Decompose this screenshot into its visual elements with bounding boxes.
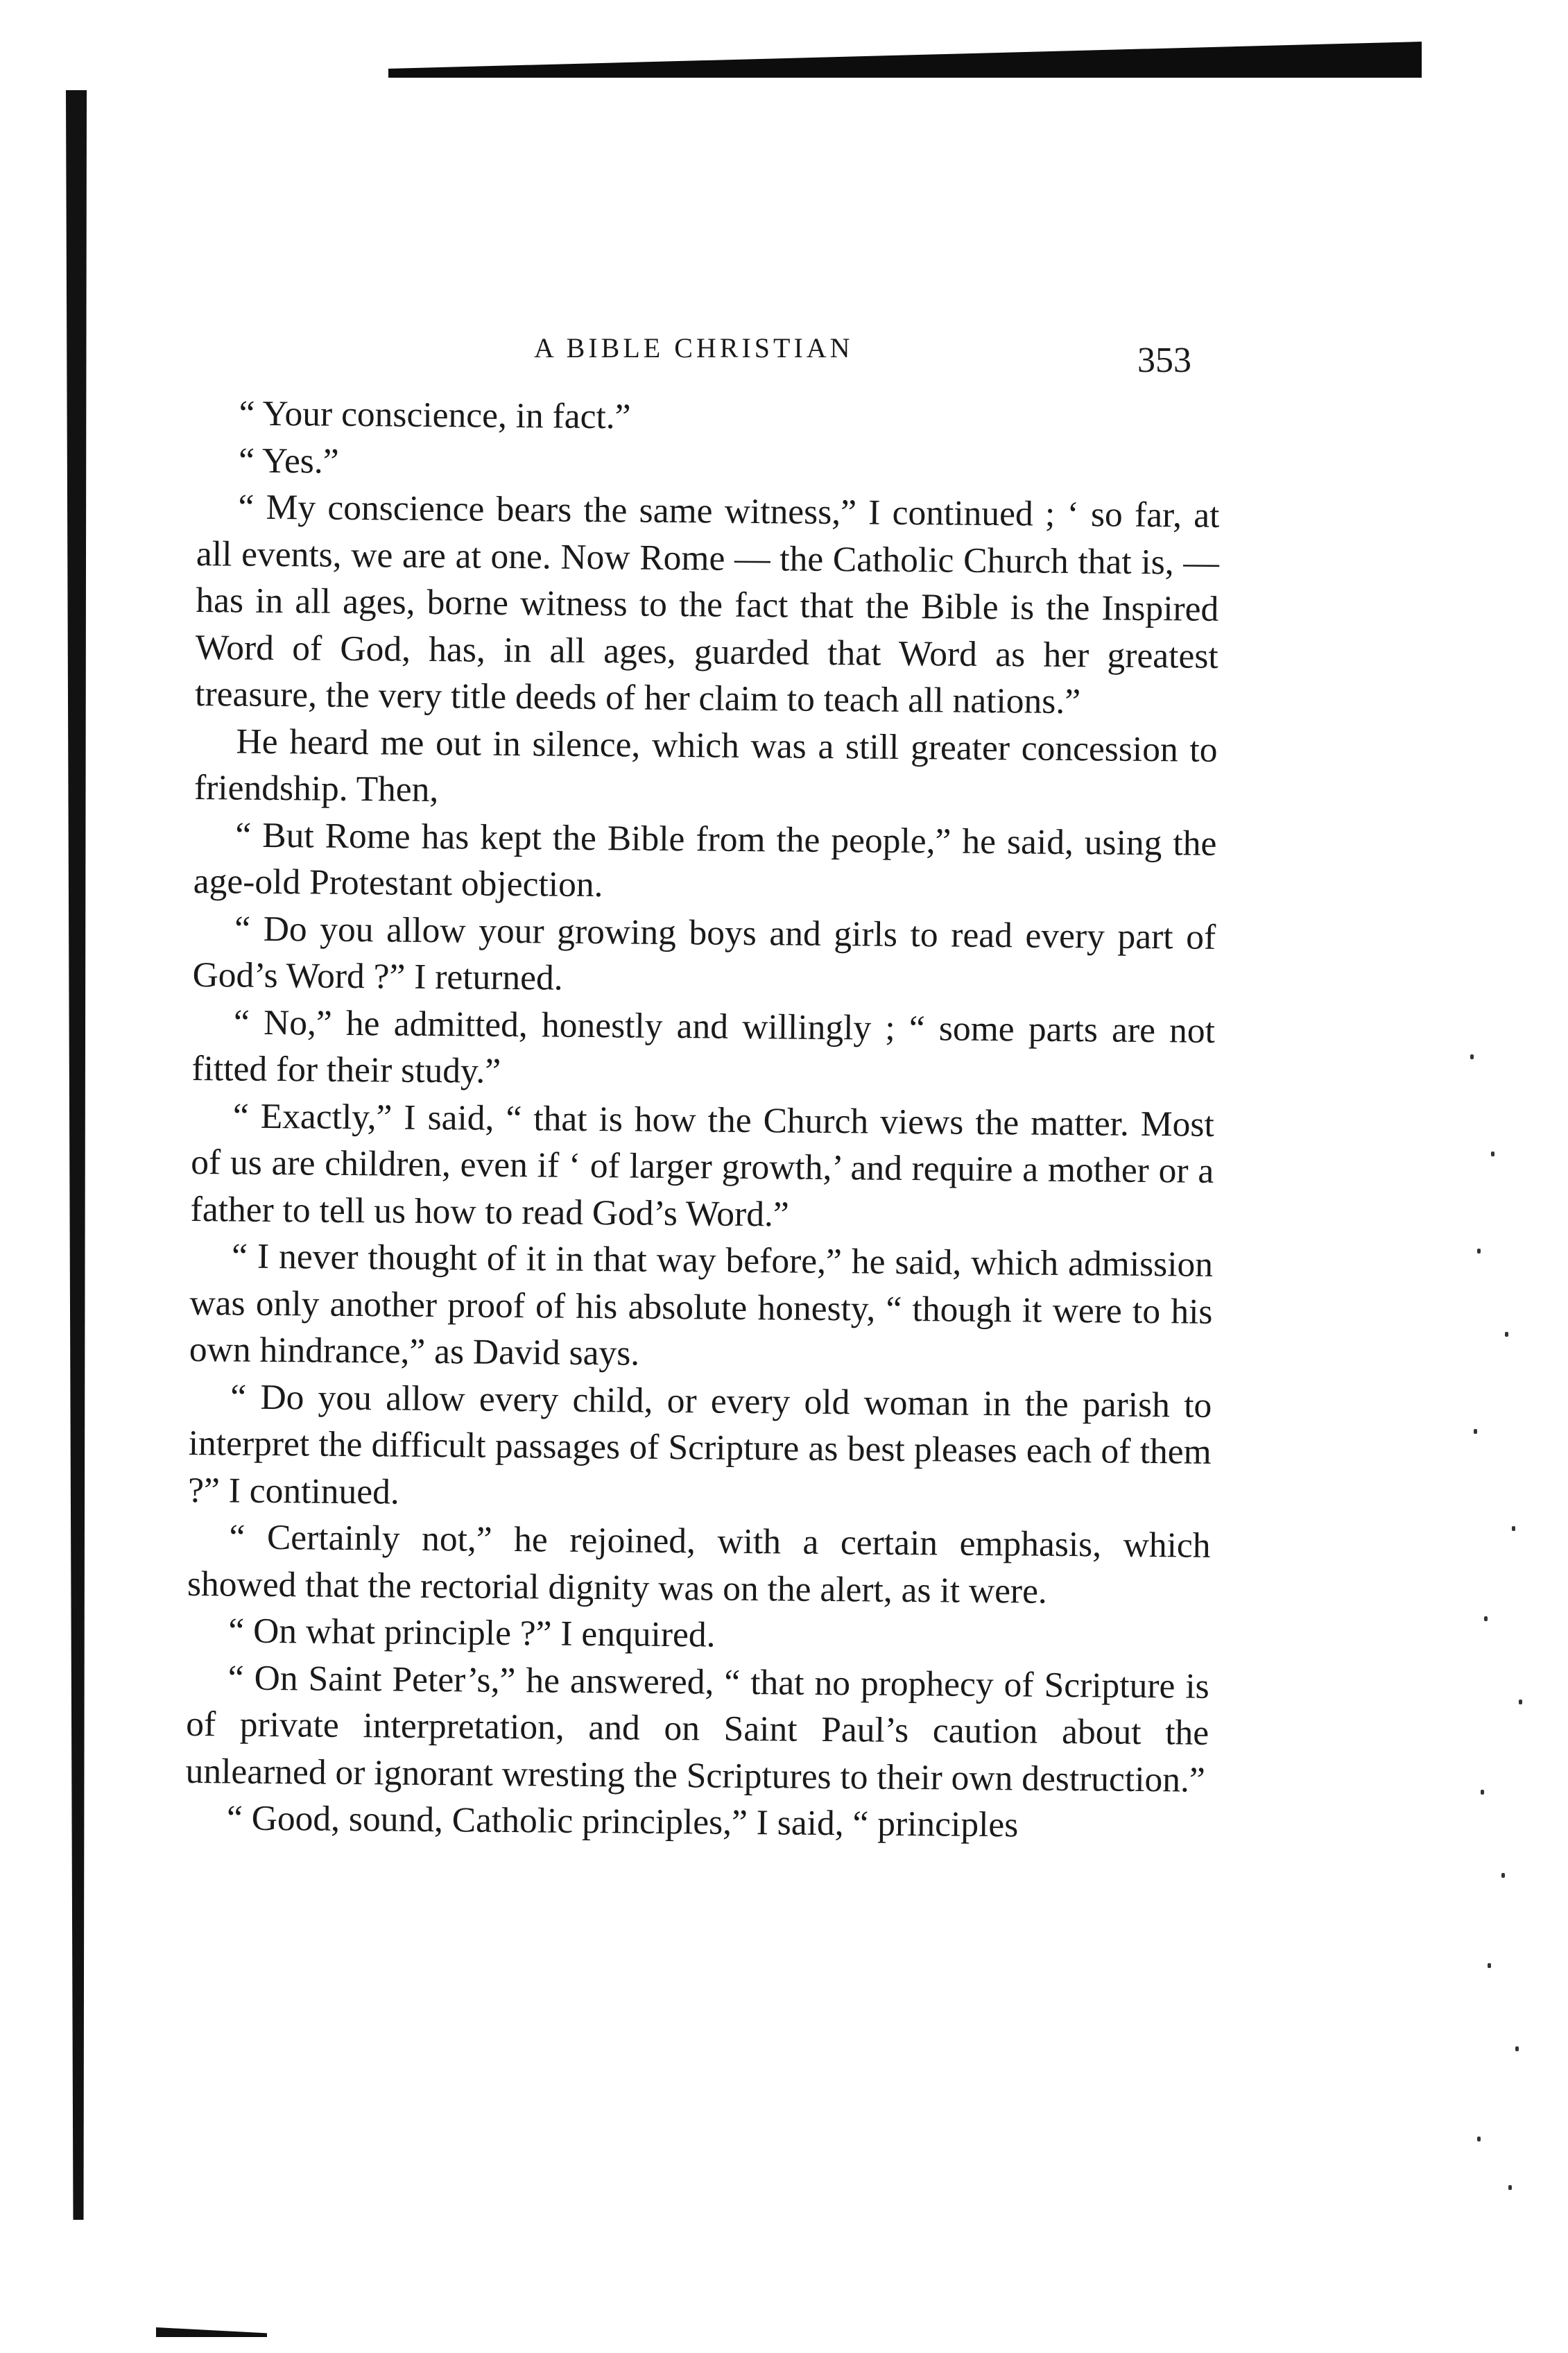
paragraph: “ Your conscience, in fact.” xyxy=(239,393,631,437)
scan-edge-shadow-top xyxy=(388,42,1422,78)
paragraph: “ Do you allow every child, or every old woman in the parish to interpret the difficult passages of Scripture as best pleases each of them ?” I continued. xyxy=(187,1376,1212,1512)
scan-edge-shadow-left xyxy=(66,90,87,2220)
paragraph: “ But Rome has kept the Bible from the people,” he said, using the age-old Protestant objection. xyxy=(193,815,1217,905)
scan-speckles xyxy=(1463,1041,1547,2220)
paragraph: “ Good, sound, Catholic principles,” I said, “ principles xyxy=(226,1798,1019,1845)
running-head: A BIBLE CHRISTIAN xyxy=(534,332,854,363)
paragraph: “ Certainly not,” he rejoined, with a certain emphasis, which showed that the rectorial dignity was on the alert, as it were. xyxy=(187,1517,1211,1611)
paragraph: He heard me out in silence, which was a still greater concession to friendship. Then, xyxy=(193,721,1218,810)
paragraph: “ On Saint Peter’s,” he answered, “ that no prophecy of Scripture is of private interpretation, and on Saint Paul’s caution about the unlearned or ignorant wresting the Scriptures to their own destruction.” xyxy=(185,1657,1209,1800)
paragraph: “ No,” he admitted, honestly and willingly ; “ some parts are not fitted for their study.” xyxy=(191,1002,1216,1091)
paragraph: “ Exactly,” I said, “ that is how the Church views the matter. Most of us are children, even if ‘ of larger growth,’ and require a mother or a father to tell us how to read God’s Word.” xyxy=(190,1095,1215,1234)
paragraph: “ On what principle ?” I enquired. xyxy=(228,1611,716,1655)
paragraph: “ I never thought of it in that way before,” he said, which admission was only another proof of his absolute honesty, “ though it were to his own hindrance,” as David says. xyxy=(189,1236,1214,1374)
paragraph: “ My conscience bears the same witness,” I continued ; ‘ so far, at all events, we are at one. Now Rome — the Catholic Church that is, — has in all ages, borne witness to the fact that the Bible is the Inspired Word of God, has, in all ages, guarded that Word as her greatest treasure, the very title deeds of her claim to teach all nations.” xyxy=(194,487,1220,722)
paragraph: “ Yes.” xyxy=(238,440,339,481)
paragraph: “ Do you allow your growing boys and girls to read every part of God’s Word ?” I returned. xyxy=(192,908,1216,998)
body-text xyxy=(185,390,1221,1850)
page-number: 353 xyxy=(1137,341,1191,380)
scan-mark-bottom xyxy=(156,2327,267,2337)
